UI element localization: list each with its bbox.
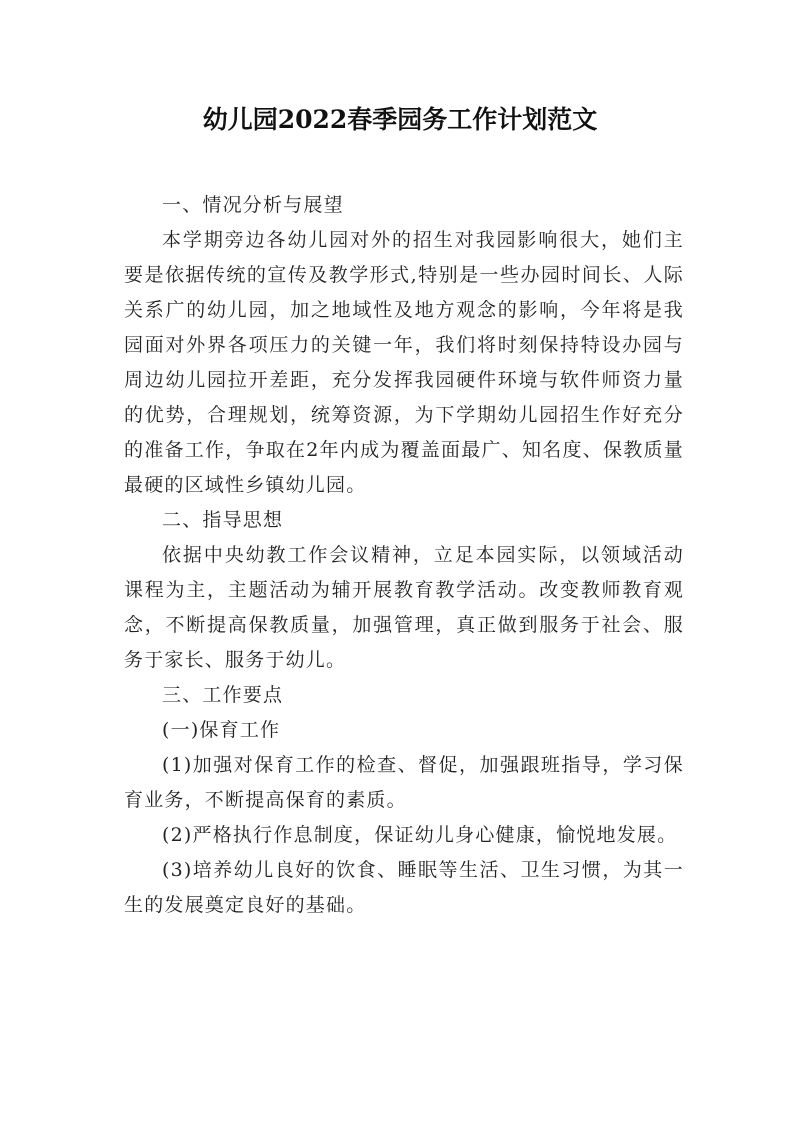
heading-situation-analysis: 一、情况分析与展望 [162,194,344,216]
document-title: 幼儿园2022春季园务工作计划范文 [202,105,598,134]
subheading-care-work: (一)保育工作 [162,719,281,741]
list-item-care-1: (1)加强对保育工作的检查、督促，加强跟班指导，学习保育业务，不断提高保育的素质。 [124,754,684,811]
document-body [124,188,684,923]
list-item-care-2: (2)严格执行作息制度，保证幼儿身心健康，愉悦地发展。 [162,824,678,846]
paragraph-situation-analysis: 本学期旁边各幼儿园对外的招生对我园影响很大，她们主要是依据传统的宣传及教学形式,特别是一些办园时间长、人际关系广的幼儿园，加之地域性及地方观念的影响，今年将是我园面对外界各项压力的关键一年，我们将时刻保持特设办园与周边幼儿园拉开差距，充分发挥我园硬件环境与软件师资力量的优势，合理规划，统筹资源，为下学期幼儿园招生作好充分的准备工作，争取在2年内成为覆盖面最广、知名度、保教质量最硬的区域性乡镇幼儿园。 [124,229,684,496]
paragraph-guiding-ideology: 依据中央幼教工作会议精神，立足本园实际，以领域活动课程为主，主题活动为辅开展教育教学活动。改变教师教育观念，不断提高保教质量，加强管理，真正做到服务于社会、服务于家长、服务于幼儿。 [124,544,684,671]
heading-work-points: 三、工作要点 [162,684,284,706]
list-item-care-3: (3)培养幼儿良好的饮食、睡眠等生活、卫生习惯，为其一生的发展奠定良好的基础。 [124,859,684,916]
heading-guiding-ideology: 二、指导思想 [162,509,284,531]
